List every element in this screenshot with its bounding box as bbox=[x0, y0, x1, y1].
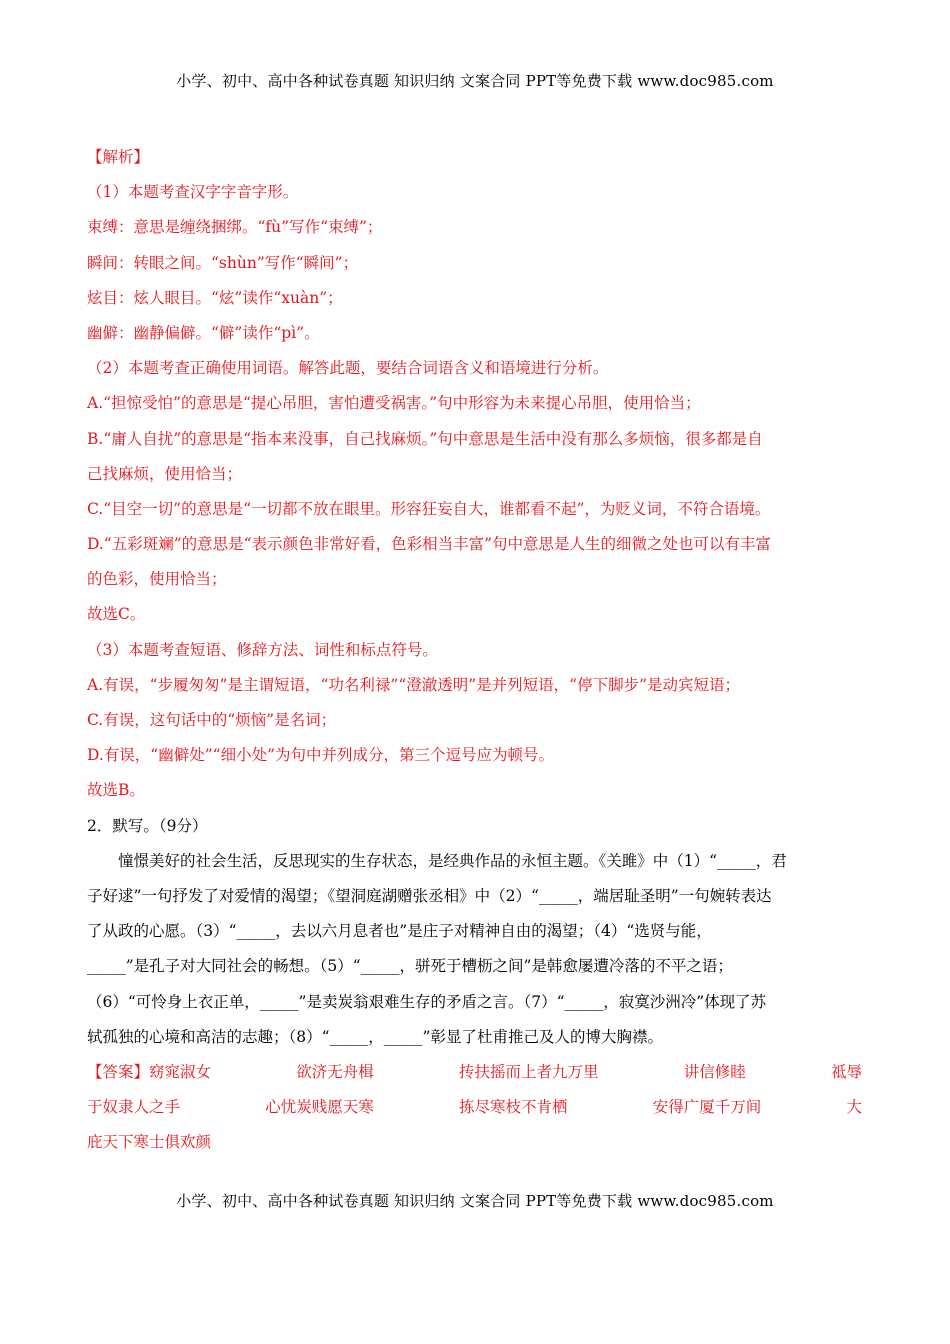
analysis-line: C.有误，这句话中的“烦恼”是名词； bbox=[87, 711, 337, 729]
answer-item: 安得广厦千万间 bbox=[652, 1098, 762, 1117]
answer-row bbox=[87, 1090, 862, 1125]
answer-item: 拣尽寒枝不肯栖 bbox=[458, 1098, 568, 1117]
question-line: _____”是孔子对大同社会的畅想。（5）“_____，骈死于槽枥之间”是韩愈屡遭冷落的不平之语； bbox=[87, 957, 733, 976]
analysis-line: D.“五彩斑斓”的意思是“表示颜色非常好看，色彩相当丰富”句中意思是人生的细微之处也可以有丰富 bbox=[87, 535, 772, 554]
answer-item: 祗辱 bbox=[830, 1062, 862, 1081]
answer-item: 大 bbox=[846, 1098, 862, 1117]
analysis-line: 的色彩，使用恰当； bbox=[87, 570, 227, 589]
answer-item: 心忧炭贱愿天寒 bbox=[265, 1098, 374, 1117]
answer-row bbox=[87, 1125, 862, 1160]
question-line: 子好逑”一句抒发了对爱情的渴望；《望洞庭湖赠张丞相》中（2）“_____，端居耻圣明”一句婉转表达 bbox=[87, 886, 772, 905]
analysis-line: 2．默写。（9分） bbox=[87, 816, 208, 835]
analysis-line: 瞬间：转眼之间。“shùn”写作“瞬间”； bbox=[87, 253, 359, 272]
answer-item: 于奴隶人之手 bbox=[87, 1098, 181, 1117]
analysis-line: 束缚：意思是缠绕捆绑。“fù”写作“束缚”； bbox=[87, 218, 383, 237]
question-line: 轼孤独的心境和高洁的志趣；（8）“_____，_____”彰显了杜甫推己及人的博大胸襟。 bbox=[87, 1027, 663, 1046]
analysis-line: 故选B。 bbox=[87, 781, 145, 800]
dictation-question bbox=[87, 844, 862, 1055]
answer-item: 欲济无舟楫 bbox=[296, 1062, 374, 1081]
question-line: 了从政的心愿。（3）“_____，去以六月息者也”是庄子对精神自由的渴望；（4）“选贤与能， bbox=[87, 922, 712, 941]
analysis-line: B.“庸人自扰”的意思是“指本来没事，自己找麻烦。”句中意思是生活中没有那么多烦恼，很多都是自 bbox=[87, 429, 763, 448]
analysis-section bbox=[87, 140, 862, 844]
answer-item: 【答案】窈窕淑女 bbox=[87, 1062, 212, 1081]
answer-row bbox=[87, 1055, 862, 1090]
analysis-line: （3）本题考查短语、修辞方法、词性和标点符号。 bbox=[87, 640, 438, 659]
analysis-line: 炫目：炫人眼目。“炫”读作“xuàn”； bbox=[87, 288, 343, 307]
answer-section bbox=[87, 1055, 862, 1161]
page-footer: 小学、初中、高中各种试卷真题 知识归纳 文案合同 PPT等免费下载 www.doc985.com bbox=[176, 1192, 774, 1210]
analysis-line: （1）本题考查汉字字音字形。 bbox=[87, 183, 299, 202]
page-header: 小学、初中、高中各种试卷真题 知识归纳 文案合同 PPT等免费下载 www.doc985.com bbox=[176, 72, 774, 90]
question-line: 憧憬美好的社会生活，反思现实的生存状态，是经典作品的永恒主题。《关雎》中（1）“_____，君 bbox=[118, 851, 787, 870]
question-line: （6）“可怜身上衣正单，_____”是卖炭翁艰难生存的矛盾之言。（7）“_____，寂寞沙洲冷”体现了苏 bbox=[87, 992, 767, 1011]
analysis-line: D.有误，“幽僻处”“细小处”为句中并列成分，第三个逗号应为顿号。 bbox=[87, 746, 555, 765]
answer-item: 讲信修睦 bbox=[683, 1062, 746, 1081]
document-body bbox=[87, 140, 862, 1160]
analysis-line: 己找麻烦，使用恰当； bbox=[87, 464, 243, 483]
answer-item: 抟扶摇而上者九万里 bbox=[458, 1062, 599, 1081]
analysis-line: 幽僻：幽静偏僻。“僻”读作“pì”。 bbox=[87, 323, 320, 342]
analysis-line: 故选C。 bbox=[87, 605, 146, 624]
analysis-line: 【解析】 bbox=[87, 148, 150, 166]
analysis-line: A.有误，“步履匆匆”是主谓短语，“功名利禄”“澄澈透明”是并列短语，“停下脚步”是动宾短语； bbox=[87, 675, 741, 694]
answer-item: 庇天下寒士俱欢颜 bbox=[87, 1133, 212, 1152]
analysis-line: （2）本题考查正确使用词语。解答此题，要结合词语含义和语境进行分析。 bbox=[87, 359, 609, 378]
analysis-line: A.“担惊受怕”的意思是“提心吊胆，害怕遭受祸害。”句中形容为未来提心吊胆，使用恰当； bbox=[87, 394, 701, 413]
analysis-line: C.“目空一切”的意思是“一切都不放在眼里。形容狂妄自大，谁都看不起”，为贬义词，不符合语境。 bbox=[87, 499, 771, 518]
